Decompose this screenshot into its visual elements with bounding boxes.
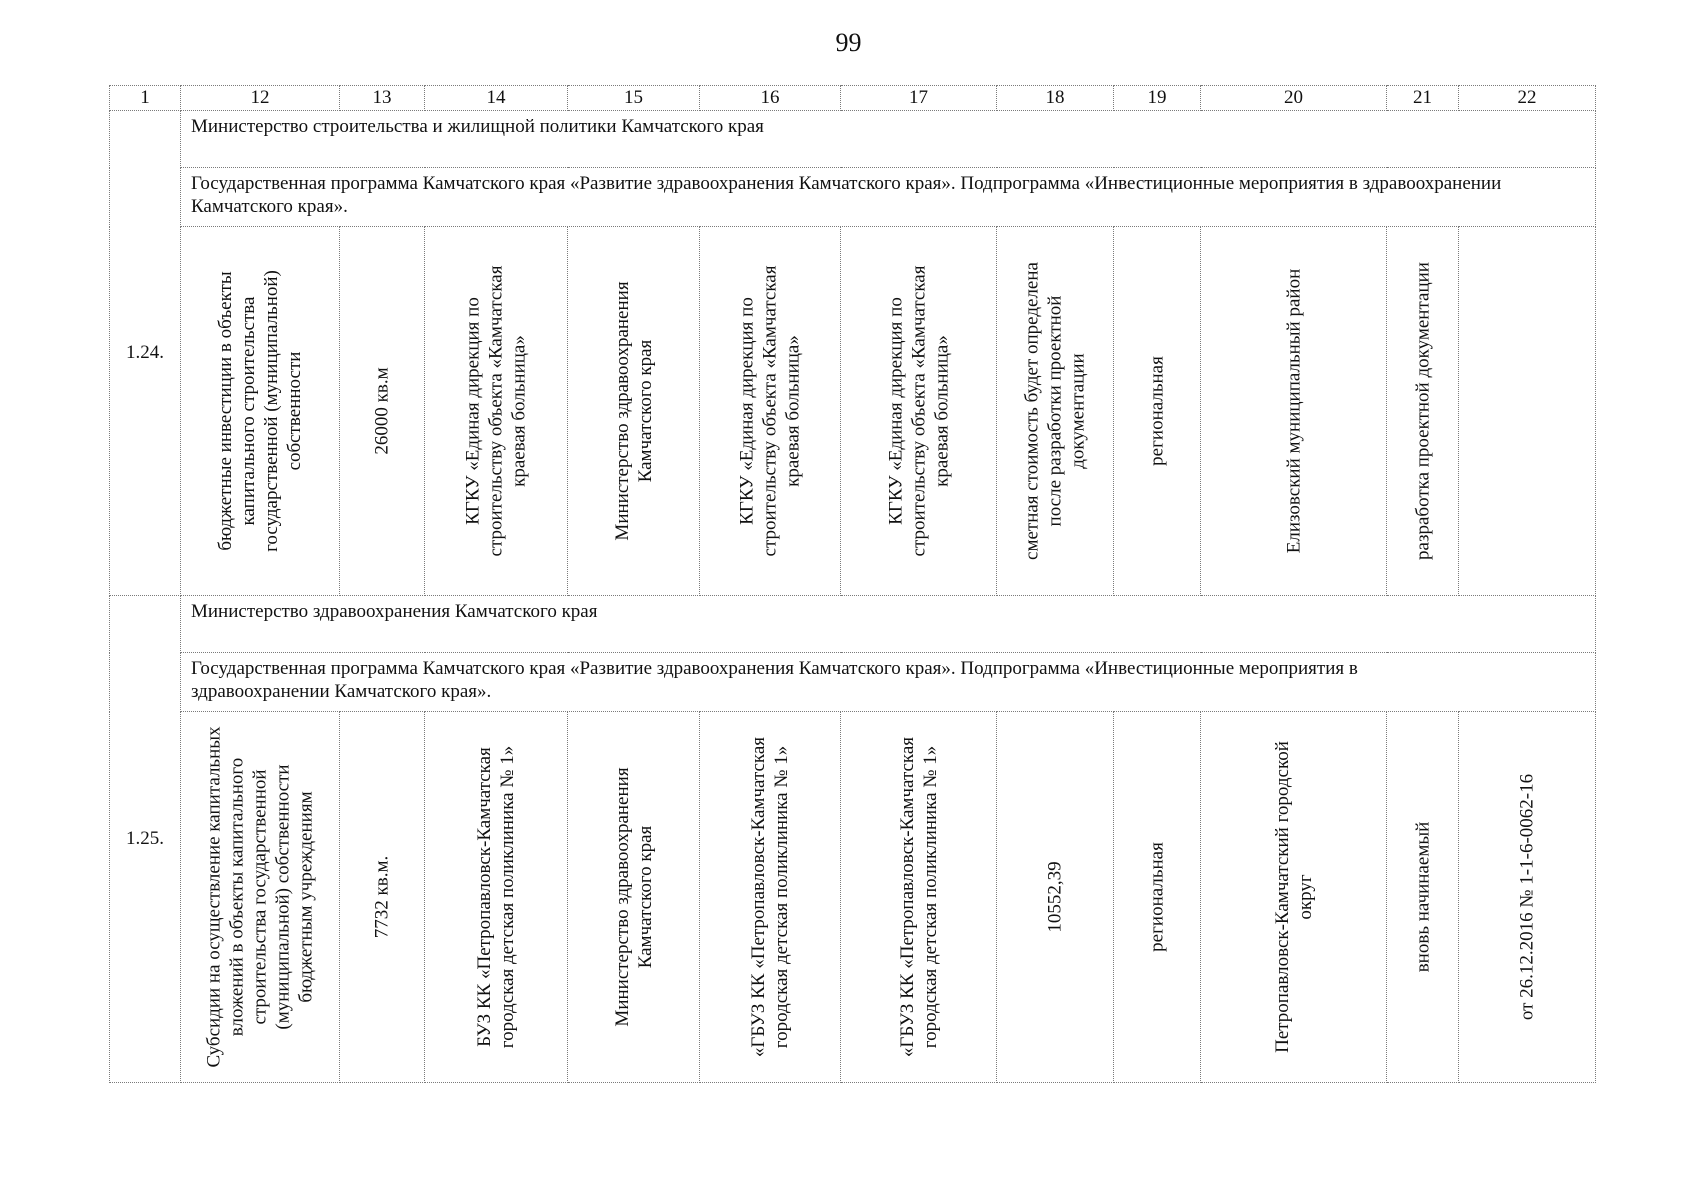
cell-status xyxy=(1387,227,1459,596)
cost-text: 10552,39 xyxy=(1044,861,1066,933)
capacity-text: 26000 кв.м xyxy=(371,367,393,455)
col-header-20: 20 xyxy=(1201,86,1387,111)
cell-investment-type xyxy=(181,712,340,1083)
table-row xyxy=(110,227,1596,596)
cell-location xyxy=(1201,712,1387,1083)
customer-text: КГКУ «Единая дирекция по строительству объекта «Камчатская краевая больница» xyxy=(462,265,530,557)
col-header-12: 12 xyxy=(181,86,340,111)
col-header-19: 19 xyxy=(1114,86,1201,111)
location-text: Петропавловск-Камчатский городской округ xyxy=(1271,741,1316,1053)
cell-customer xyxy=(425,227,568,596)
level-text: региональная xyxy=(1146,356,1168,466)
status-text: вновь начинаемый xyxy=(1412,821,1433,973)
col-header-1: 1 xyxy=(110,86,181,111)
cell-expertise xyxy=(1459,712,1596,1083)
program-row xyxy=(110,653,1596,712)
col-header-15: 15 xyxy=(568,86,700,111)
agency-name: Министерство здравоохранения Камчатского края xyxy=(181,596,1596,653)
row-number: 1.24. xyxy=(110,111,181,596)
cell-level xyxy=(1114,712,1201,1083)
row-number: 1.25. xyxy=(110,596,181,1083)
col-header-22: 22 xyxy=(1459,86,1596,111)
cell-capacity xyxy=(340,227,425,596)
capacity-text: 7732 кв.м. xyxy=(371,855,393,939)
col-header-13: 13 xyxy=(340,86,425,111)
cell-responsible xyxy=(568,227,700,596)
cell-responsible xyxy=(568,712,700,1083)
column-header-row xyxy=(110,86,1596,111)
program-name: Государственная программа Камчатского края «Развитие здравоохранения Камчатского края». Подпрограмма «Инвестиционные мероприятия в здравоохранении Камчатского края». xyxy=(181,168,1596,227)
contractor-text: «ГБУЗ КК «Петропавловск-Камчатская городская детская поликлиника № 1» xyxy=(896,736,941,1058)
responsible-text: Министерство здравоохранения Камчатского края xyxy=(611,767,656,1027)
status-text: разработка проектной документации xyxy=(1412,262,1433,560)
agency-row xyxy=(110,596,1596,653)
cell-location xyxy=(1201,227,1387,596)
agency-row xyxy=(110,111,1596,168)
program-name: Государственная программа Камчатского края «Развитие здравоохранения Камчатского края». Подпрограмма «Инвестиционные мероприятия в здравоохранении Камчатского края». xyxy=(181,653,1596,712)
contractor-text: КГКУ «Единая дирекция по строительству объекта «Камчатская краевая больница» xyxy=(885,265,952,557)
cell-level xyxy=(1114,227,1201,596)
cell-expertise xyxy=(1459,227,1596,596)
level-text: региональная xyxy=(1146,842,1168,952)
col-header-16: 16 xyxy=(700,86,841,111)
cell-developer xyxy=(700,712,841,1083)
developer-text: КГКУ «Единая дирекция по строительству объекта «Камчатская краевая больница» xyxy=(736,265,804,557)
investment-table xyxy=(109,85,1596,1083)
col-header-21: 21 xyxy=(1387,86,1459,111)
responsible-text: Министерство здравоохранения Камчатского края xyxy=(611,281,656,541)
cell-contractor xyxy=(841,227,997,596)
page-number: 99 xyxy=(835,28,862,57)
cell-developer xyxy=(700,227,841,596)
cell-contractor xyxy=(841,712,997,1083)
cell-cost xyxy=(997,227,1114,596)
agency-name: Министерство строительства и жилищной политики Камчатского края xyxy=(181,111,1596,168)
cell-status xyxy=(1387,712,1459,1083)
cell-customer xyxy=(425,712,568,1083)
customer-text: БУЗ КК «Петропавловск-Камчатская городская детская поликлиника № 1» xyxy=(474,745,518,1049)
cell-cost xyxy=(997,712,1114,1083)
location-text: Елизовский муниципальный район xyxy=(1283,268,1304,554)
col-header-18: 18 xyxy=(997,86,1114,111)
developer-text: «ГБУЗ КК «Петропавловск-Камчатская городская детская поликлиника № 1» xyxy=(748,736,792,1058)
col-header-14: 14 xyxy=(425,86,568,111)
cell-capacity xyxy=(340,712,425,1083)
cost-text: сметная стоимость будет определена после разработки проектной документации xyxy=(1021,262,1089,560)
investment-type-text: бюджетные инвестиции в объекты капитального строительства государственной (муниципальной) собственности xyxy=(215,270,305,552)
expertise-text: от 26.12.2016 № 1-1-6-0062-16 xyxy=(1516,773,1538,1021)
cell-investment-type xyxy=(181,227,340,596)
table-row xyxy=(110,712,1596,1083)
investment-type-text: Субсидии на осуществление капитальных вложений в объекты капитального строительства государственной (муниципальной) собственности бюджетным учреждениям xyxy=(203,726,317,1068)
col-header-17: 17 xyxy=(841,86,997,111)
program-row xyxy=(110,168,1596,227)
